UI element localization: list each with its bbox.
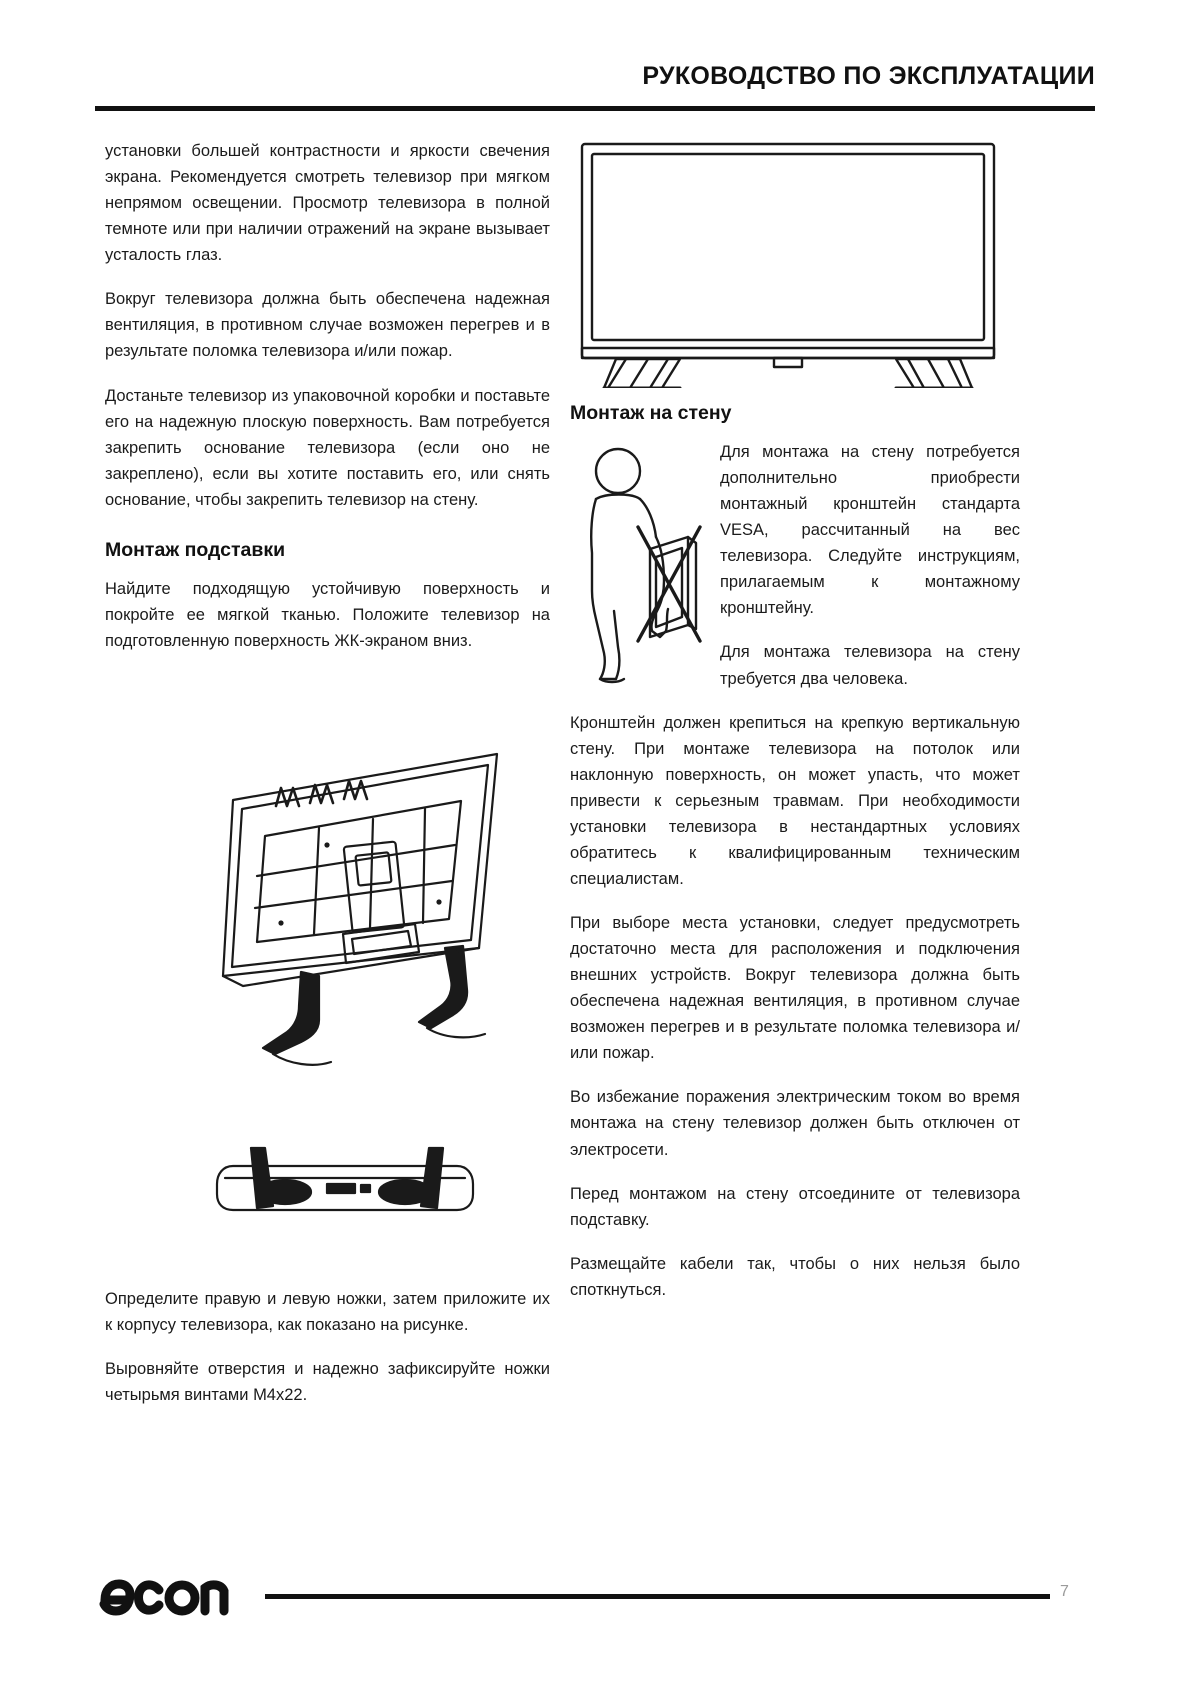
brand-logo (95, 1570, 245, 1622)
paragraph: установки большей контрастности и яркости свечения экрана. Рекомендуется смотреть телевизор при мягком непрямом освещении. Просмотр телевизора в полной темноте или при наличии отражений на экране вызывает усталость глаз. (105, 142, 550, 265)
paragraph: Размещайте кабели так, чтобы о них нельзя было споткнуться. (570, 1254, 1020, 1299)
paragraph: Найдите подходящую устойчивую поверхность и покройте ее мягкой тканью. Положите телевизор на подготовленную поверхность ЖК-экраном вниз. (105, 579, 550, 650)
right-column (570, 138, 1020, 1303)
wall-mount-block (570, 439, 1020, 710)
paragraph: Для монтажа телевизора на стену требуется два человека. (720, 643, 1020, 688)
figure-no-single-person-carry (570, 441, 710, 686)
paragraph: Достаньте телевизор из упаковочной коробки и поставьте его на надежную плоскую поверхность. Вам потребуется закрепить основание телевизора (если оно не закреплено), если вы хотите поставить его, или снять основание, чтобы закрепить телевизор на стену. (105, 386, 550, 509)
paragraph: Для монтажа на стену потребуется дополнительно приобрести монтажный кронштейн стандарта VESA, рассчитанный на вес телевизора. Следуйте инструкциям, прилагаемым к монтажному кронштейну. (720, 443, 1020, 618)
footer-divider (265, 1594, 1050, 1599)
paragraph: Выровняйте отверстия и надежно зафиксируйте ножки четырьмя винтами M4x22. (105, 1360, 550, 1405)
paragraph: При выборе места установки, следует предусмотреть достаточно места для расположения и подключения внешних устройств. Вокруг телевизора должна быть обеспечена надежная вентиляция, в противном случае возможен перегрев и в результате поломка телевизора и/или пожар. (570, 914, 1020, 1063)
page-title: РУКОВОДСТВО ПО ЭКСПЛУАТАЦИИ (642, 62, 1095, 90)
paragraph: Во избежание поражения электрическим током во время монтажа на стену телевизор должен быть отключен от электросети. (570, 1088, 1020, 1159)
header-divider (95, 106, 1095, 111)
paragraph: Кронштейн должен крепиться на крепкую вертикальную стену. При монтаже телевизора на потолок или наклонную поверхность, он может упасть, что может привести к серьезным травмам. При необходимости установки телевизора в нестандартных условиях обратитесь к квалифицированным техническим специалистам. (570, 713, 1020, 888)
paragraph: Определите правую и левую ножки, затем приложите их к корпусу телевизора, как показано на рисунке. (105, 1290, 550, 1335)
paragraph: Перед монтажом на стену отсоедините от телевизора подставку. (570, 1184, 1020, 1229)
left-column (105, 138, 550, 1408)
figure-tv-back (105, 676, 550, 1116)
figure-tv-front (570, 138, 1010, 388)
figure-tv-bottom (105, 1122, 550, 1252)
page-number: 7 (1060, 1583, 1069, 1600)
page-header (95, 62, 1095, 91)
paragraph: Вокруг телевизора должна быть обеспечена надежная вентиляция, в противном случае возможен перегрев и в результате поломка телевизора и/или пожар. (105, 290, 550, 361)
section-heading-wall-mount: Монтаж на стену (570, 402, 732, 424)
section-heading-stand-mount: Монтаж подставки (105, 538, 286, 561)
